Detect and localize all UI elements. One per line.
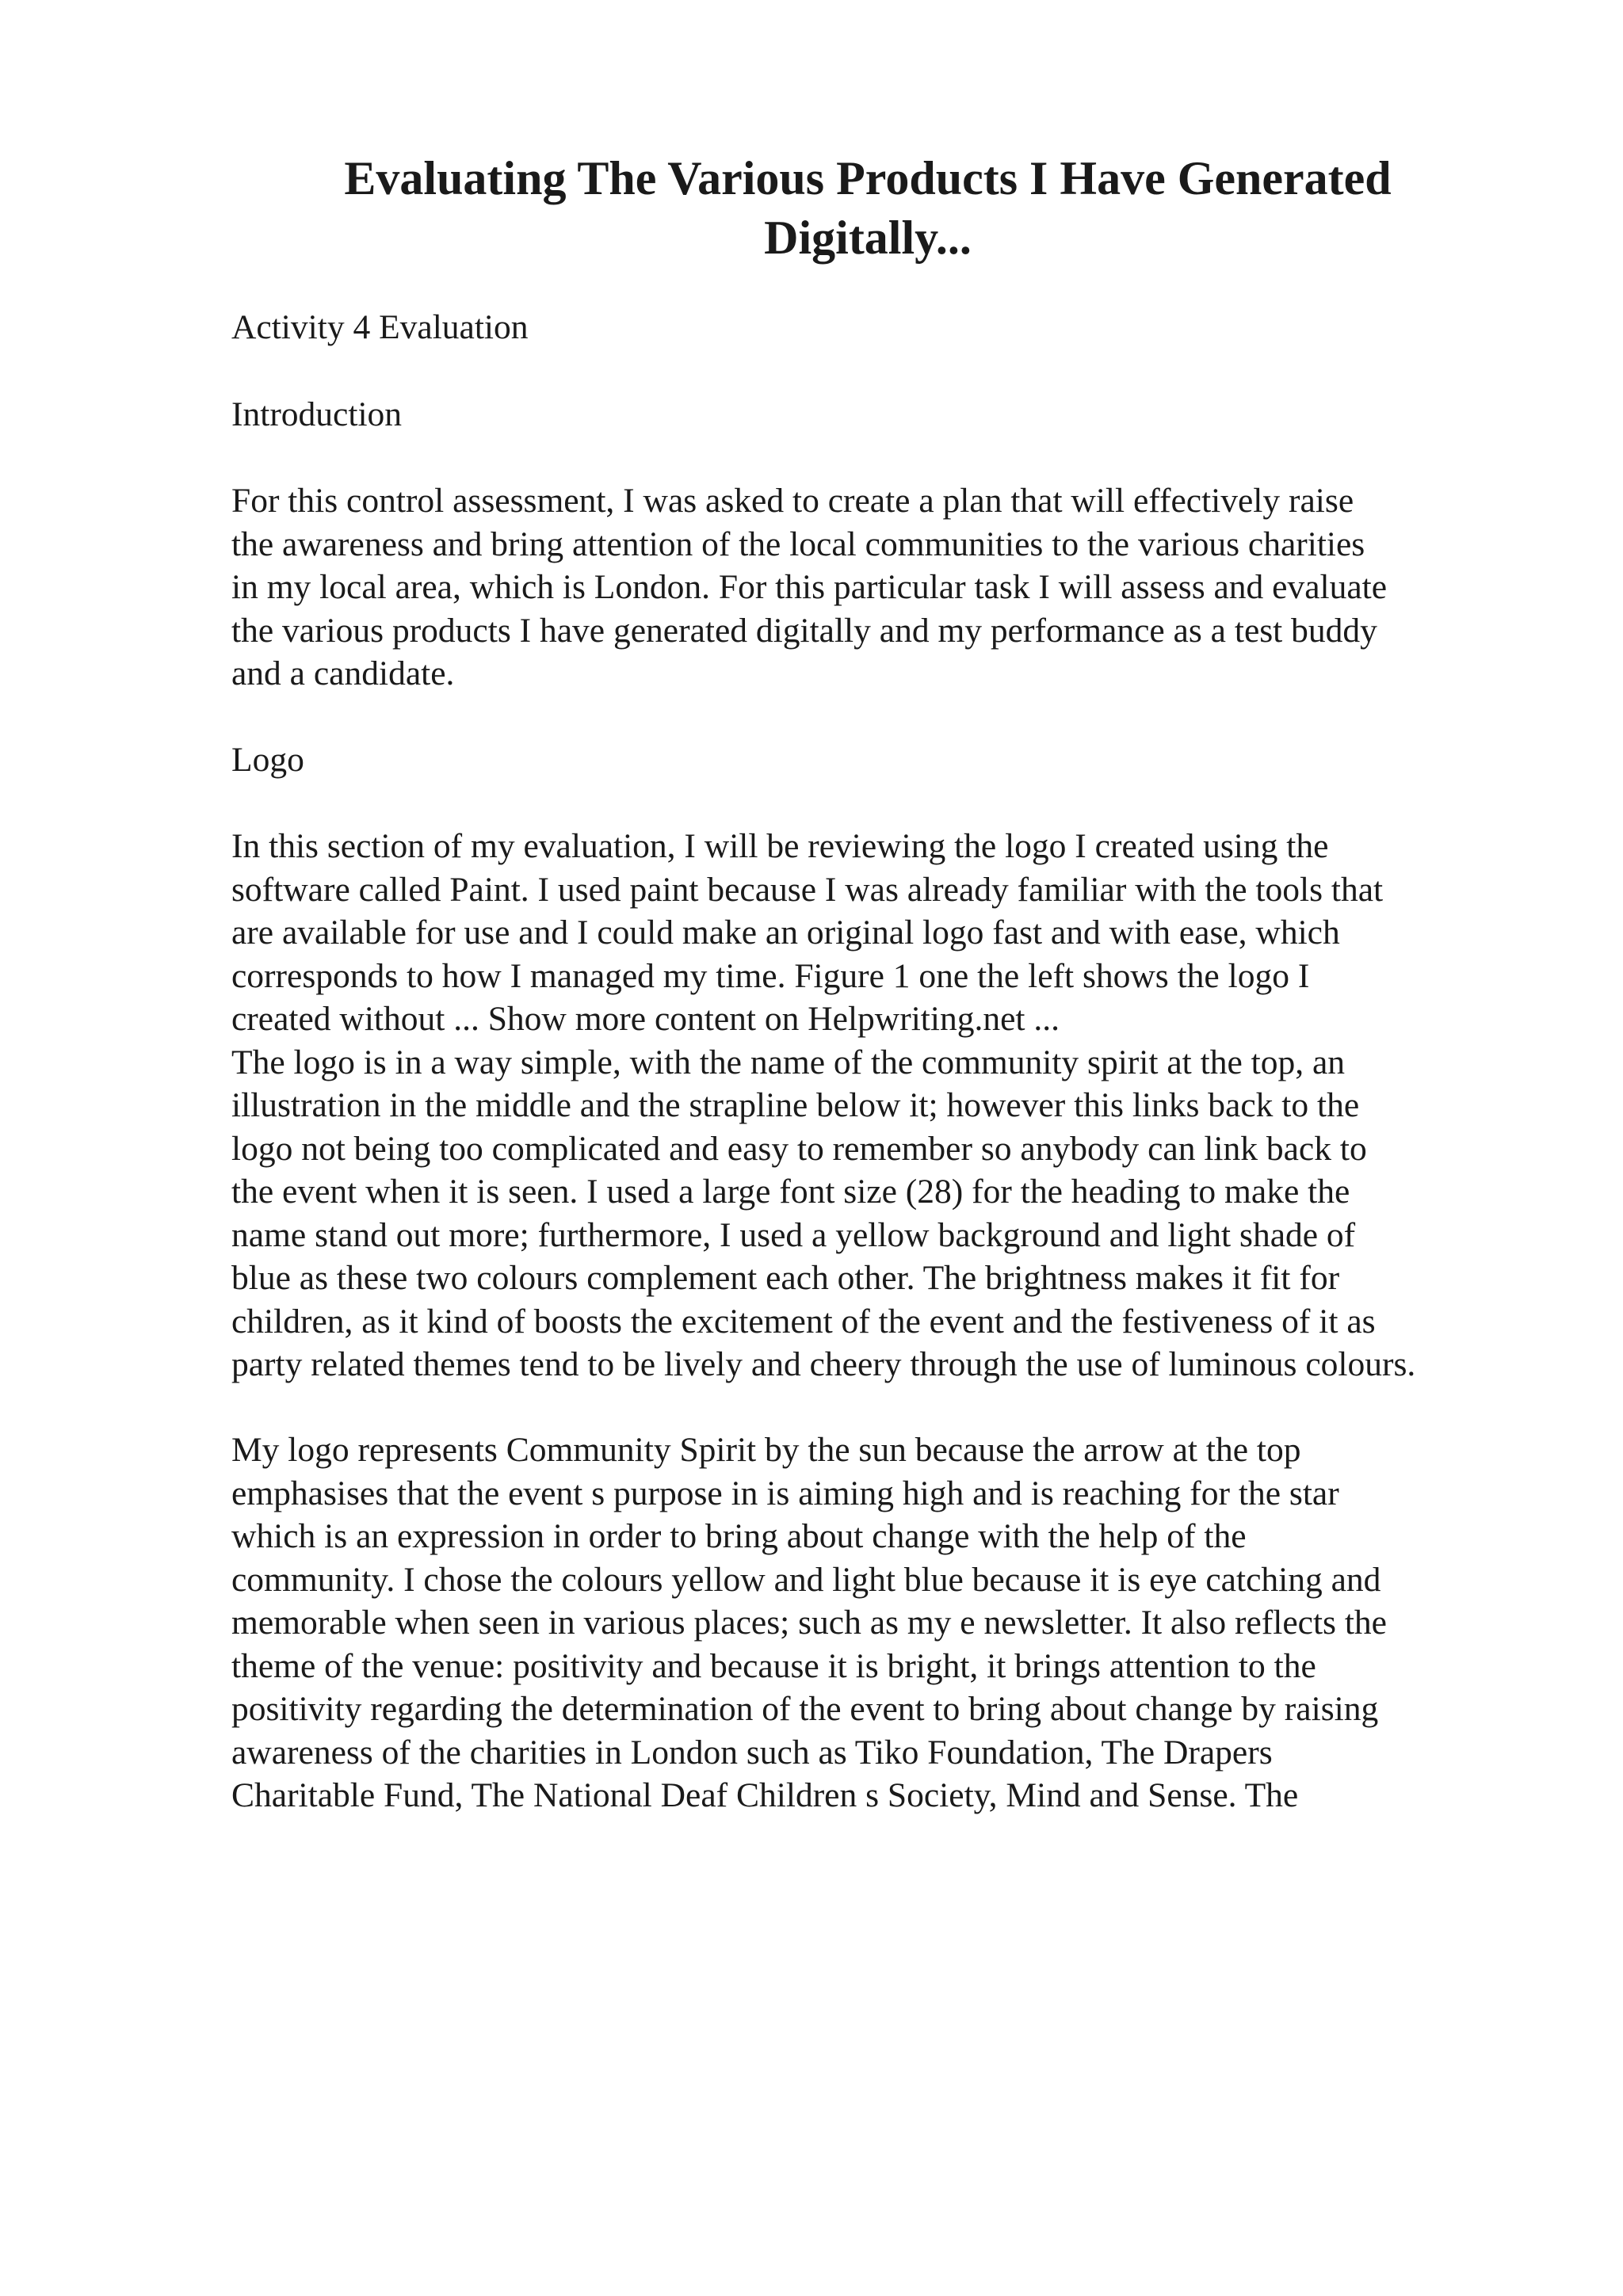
paragraph-line: In this section of my evaluation, I will be reviewing the logo I created using the — [231, 827, 1329, 865]
paragraph-line: memorable when seen in various places; such as my e newsletter. It also reflects the — [231, 1604, 1387, 1642]
paragraph-line: corresponds to how I managed my time. Figure 1 one the left shows the logo I — [231, 956, 1310, 995]
logo-paragraph — [231, 825, 1531, 1386]
paragraph-line: and a candidate. — [231, 654, 455, 692]
paragraph-line: created without ... Show more content on Helpwriting.net ... — [231, 1000, 1060, 1038]
introduction-paragraph — [231, 479, 1531, 696]
paragraph-line: software called Paint. I used paint because I was already familiar with the tools that — [231, 870, 1384, 909]
paragraph-line: the awareness and bring attention of the local communities to the various charities — [231, 524, 1365, 563]
paragraph-line: theme of the venue: positivity and because it is bright, it brings attention to the — [231, 1646, 1316, 1685]
paragraph-line: logo not being too complicated and easy to remember so anybody can link back to — [231, 1129, 1367, 1168]
paragraph-line: which is an expression in order to bring about change with the help of the — [231, 1517, 1247, 1555]
paragraph-line: positivity regarding the determination of the event to bring about change by raising — [231, 1690, 1379, 1728]
paragraph-line: in my local area, which is London. For this particular task I will assess and evaluate — [231, 568, 1388, 606]
activity-subtitle: Activity 4 Evaluation — [231, 308, 529, 346]
paragraph-line: name stand out more; furthermore, I used a yellow background and light shade of — [231, 1215, 1356, 1254]
paragraph-line: awareness of the charities in London such as Tiko Foundation, The Drapers — [231, 1733, 1273, 1772]
document-title — [238, 149, 1498, 268]
paragraph-line: emphasises that the event s purpose in is aiming high and is reaching for the star — [231, 1474, 1339, 1512]
paragraph-line: blue as these two colours complement each other. The brightness makes it fit for — [231, 1259, 1340, 1297]
paragraph-line: Charitable Fund, The National Deaf Children s Society, Mind and Sense. The — [231, 1776, 1299, 1814]
title-line-2: Digitally... — [764, 212, 972, 264]
title-line-1: Evaluating The Various Products I Have Generated — [344, 152, 1392, 204]
paragraph-line: are available for use and I could make an original logo fast and with ease, which — [231, 913, 1340, 952]
paragraph-line: My logo represents Community Spirit by the sun because the arrow at the top — [231, 1431, 1301, 1469]
logo-paragraph-2 — [231, 1428, 1531, 1817]
paragraph-line: The logo is in a way simple, with the name of the community spirit at the top, an — [231, 1043, 1346, 1081]
paragraph-line: community. I chose the colours yellow and light blue because it is eye catching and — [231, 1560, 1381, 1599]
paragraph-line: the event when it is seen. I used a large font size (28) for the heading to make the — [231, 1173, 1350, 1211]
paragraph-line: party related themes tend to be lively and cheery through the use of luminous colours. — [231, 1345, 1416, 1383]
introduction-heading: Introduction — [231, 395, 403, 433]
logo-heading: Logo — [231, 741, 304, 779]
paragraph-line: children, as it kind of boosts the excitement of the event and the festiveness of it as — [231, 1302, 1376, 1341]
paragraph-line: illustration in the middle and the strapline below it; however this links back to the — [231, 1086, 1360, 1124]
paragraph-line: For this control assessment, I was asked to create a plan that will effectively raise — [231, 482, 1354, 520]
paragraph-line: the various products I have generated digitally and my performance as a test buddy — [231, 611, 1377, 650]
